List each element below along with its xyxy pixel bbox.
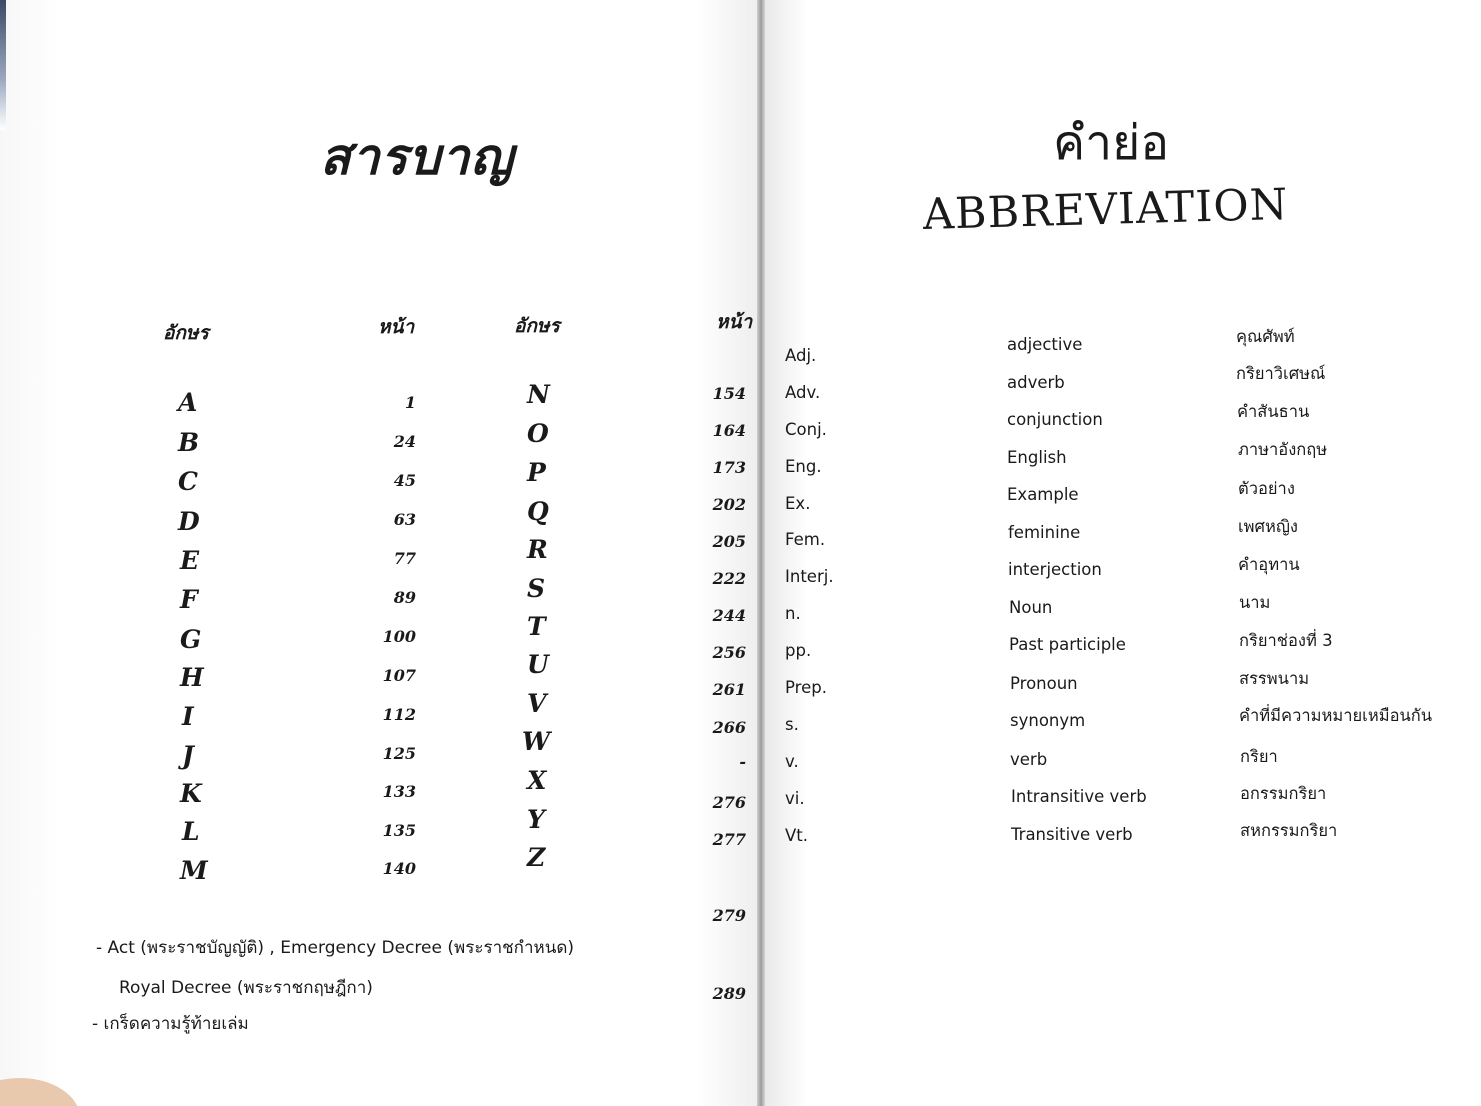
- toc-letter-u: U: [527, 650, 549, 679]
- toc-letter-e: E: [180, 546, 200, 575]
- toc-letter-o: O: [527, 419, 549, 448]
- toc-letter-a: A: [178, 388, 198, 417]
- toc-letter-k: K: [180, 779, 202, 808]
- abbr-pp: pp.: [785, 641, 812, 660]
- english-adverb: adverb: [1007, 373, 1065, 392]
- toc-page-x: -: [739, 752, 746, 771]
- toc-letter-z: Z: [527, 843, 546, 872]
- toc-page-c: 45: [393, 471, 416, 490]
- abbr-fem: Fem.: [785, 530, 826, 549]
- toc-footnote-acts: - Act (พระราชบัญญัติ) , Emergency Decree (พระราชกำหนด): [96, 938, 575, 958]
- abbreviation-title-thai: คำย่อ: [1053, 115, 1170, 171]
- toc-letter-c: C: [178, 467, 198, 496]
- english-transitive-verb: Transitive verb: [1011, 825, 1133, 844]
- toc-letter-i: I: [182, 702, 194, 731]
- finger-thumb: [0, 1078, 80, 1106]
- toc-page-n: 154: [712, 384, 746, 403]
- english-noun: Noun: [1009, 598, 1053, 617]
- english-pronoun: Pronoun: [1010, 674, 1078, 693]
- english-example: Example: [1007, 485, 1079, 504]
- thai-past-participle: กริยาช่องที่ 3: [1239, 631, 1333, 650]
- toc-letter-q: Q: [527, 497, 549, 526]
- thai-synonym: คำที่มีความหมายเหมือนกัน: [1239, 706, 1433, 725]
- toc-page-l: 135: [382, 821, 416, 840]
- thai-conjunction: คำสันธาน: [1237, 402, 1310, 421]
- english-verb: verb: [1010, 750, 1048, 769]
- toc-letter-t: T: [527, 612, 546, 641]
- english-conjunction: conjunction: [1007, 410, 1103, 429]
- toc-letter-l: L: [182, 817, 200, 846]
- page-column-header-1: หน้า: [378, 316, 415, 338]
- abbreviation-title-english: ABBREVIATION: [922, 179, 1289, 240]
- toc-letter-g: G: [180, 625, 202, 654]
- toc-page-e: 77: [393, 549, 416, 568]
- english-english: English: [1007, 448, 1067, 467]
- toc-page-f: 89: [393, 588, 416, 607]
- toc-letter-m: M: [180, 856, 208, 885]
- english-intransitive-verb: Intransitive verb: [1011, 787, 1147, 806]
- toc-letter-s: S: [527, 574, 546, 603]
- english-adjective: adjective: [1007, 335, 1083, 354]
- letter-column-header-2: อักษร: [514, 315, 560, 337]
- book-gutter: [757, 0, 765, 1106]
- toc-page-j: 125: [382, 744, 416, 763]
- toc-letter-x: X: [527, 766, 547, 795]
- toc-letter-p: P: [527, 458, 546, 487]
- thai-example: ตัวอย่าง: [1238, 479, 1295, 498]
- toc-page-u: 256: [712, 643, 746, 662]
- english-synonym: synonym: [1010, 711, 1086, 730]
- english-feminine: feminine: [1008, 523, 1081, 542]
- abbr-interj: Interj.: [785, 567, 834, 586]
- thai-verb: กริยา: [1240, 747, 1278, 766]
- toc-letter-d: D: [178, 507, 200, 536]
- toc-letter-b: B: [178, 428, 200, 457]
- english-past-participle: Past participle: [1009, 635, 1126, 654]
- abbr-prep: Prep.: [785, 678, 827, 697]
- toc-page-s: 222: [712, 569, 746, 588]
- english-interjection: interjection: [1008, 560, 1102, 579]
- toc-page-acts: 279: [712, 906, 746, 925]
- abbr-vt: Vt.: [785, 826, 809, 845]
- page-column-header-2: หน้า: [716, 311, 753, 333]
- toc-footnote-appendix: - เกร็ดความรู้ท้ายเล่ม: [92, 1014, 249, 1034]
- toc-page-z: 277: [712, 830, 746, 849]
- abbr-ex: Ex.: [785, 494, 811, 513]
- toc-page-y: 276: [712, 793, 746, 812]
- abbr-vi: vi.: [785, 789, 805, 808]
- toc-page-a: 1: [404, 393, 416, 412]
- thai-feminine: เพศหญิง: [1238, 517, 1298, 536]
- abbr-adj: Adj.: [785, 346, 817, 365]
- toc-page-o: 164: [712, 421, 746, 440]
- page-edge-shadow: [0, 0, 6, 130]
- thai-english: ภาษาอังกฤษ: [1238, 440, 1328, 459]
- abbr-n: n.: [785, 604, 801, 623]
- toc-page-appendix: 289: [712, 984, 746, 1003]
- toc-page-k: 133: [382, 782, 416, 801]
- toc-page-g: 100: [382, 627, 416, 646]
- toc-page-r: 205: [712, 532, 746, 551]
- toc-letter-j: J: [182, 741, 194, 770]
- thai-intransitive-verb: อกรรมกริยา: [1240, 784, 1327, 803]
- toc-page-i: 112: [382, 705, 416, 724]
- toc-page-p: 173: [712, 458, 746, 477]
- toc-page-v: 261: [712, 680, 746, 699]
- toc-page-d: 63: [393, 510, 416, 529]
- toc-page-h: 107: [382, 666, 416, 685]
- thai-pronoun: สรรพนาม: [1239, 669, 1310, 688]
- toc-footnote-royal-decree: Royal Decree (พระราชกฤษฎีกา): [119, 978, 373, 998]
- abbr-adv: Adv.: [785, 383, 821, 402]
- toc-letter-n: N: [527, 380, 550, 409]
- toc-letter-v: V: [527, 689, 547, 718]
- toc-letter-r: R: [527, 535, 548, 564]
- thai-noun: นาม: [1239, 593, 1271, 612]
- thai-interjection: คำอุทาน: [1238, 555, 1300, 574]
- toc-page-w: 266: [712, 718, 746, 737]
- toc-letter-y: Y: [527, 805, 545, 834]
- abbr-s: s.: [785, 715, 799, 734]
- thai-adjective: คุณศัพท์: [1236, 327, 1295, 346]
- thai-transitive-verb: สหกรรมกริยา: [1240, 821, 1338, 840]
- toc-page-t: 244: [712, 606, 746, 625]
- toc-title: สารบาญ: [320, 127, 514, 186]
- toc-letter-w: W: [522, 727, 551, 756]
- toc-page-m: 140: [382, 859, 416, 878]
- toc-page-b: 24: [393, 432, 416, 451]
- abbr-v: v.: [785, 752, 799, 771]
- abbr-conj: Conj.: [785, 420, 827, 439]
- toc-page-q: 202: [712, 495, 746, 514]
- thai-adverb: กริยาวิเศษณ์: [1236, 364, 1326, 383]
- abbr-eng: Eng.: [785, 457, 822, 476]
- toc-letter-f: F: [180, 585, 198, 614]
- toc-letter-h: H: [180, 663, 204, 692]
- letter-column-header-1: อักษร: [163, 322, 209, 344]
